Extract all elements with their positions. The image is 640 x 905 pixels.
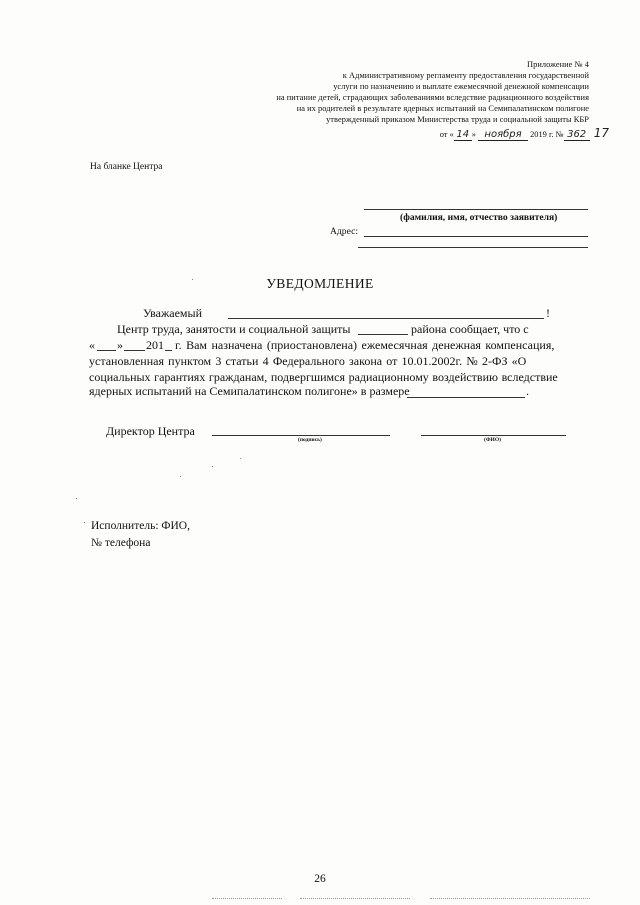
- handwritten-number: 362: [564, 129, 590, 141]
- greeting-name-line: [228, 318, 544, 319]
- appendix-number: Приложение № 4: [526, 60, 589, 69]
- header-line-children: на питание детей, страдающих заболеваниями вследствие радиационного воздействия: [276, 93, 589, 102]
- greeting-end: !: [546, 306, 550, 320]
- scan-speck: [84, 522, 85, 523]
- header-line-service: услуги по назначению и выплате ежемесячной денежной компенсации: [333, 82, 589, 91]
- year-blank: [165, 350, 172, 351]
- document-title: УВЕДОМЛЕНИЕ: [266, 276, 374, 291]
- day-blank: [97, 350, 116, 351]
- scan-speck: [240, 458, 241, 459]
- applicant-fio-line: [364, 209, 588, 210]
- director-fio-line: [421, 435, 566, 436]
- handwritten-month: ноября: [478, 129, 528, 141]
- address-label: Адрес:: [330, 226, 359, 237]
- body-line-2-close-quote: »: [117, 338, 123, 352]
- body-line-2-rest: г. Вам назначена (приостановлена) ежемесячная денежная компенсация,: [175, 338, 555, 352]
- body-line-5: ядерных испытаний на Семипалатинском полигоне» в размере: [89, 384, 410, 398]
- body-line-3: установленная пунктом 3 статьи 4 Федерального закона от 10.01.2002г. № 2-ФЗ «О: [89, 354, 527, 368]
- handwritten-suffix: 17: [593, 126, 609, 140]
- body-line-2-open-quote: «: [89, 338, 95, 352]
- amount-blank: [407, 397, 525, 398]
- scan-artifact-line: [300, 898, 410, 899]
- month-blank: [124, 350, 145, 351]
- scan-speck: [192, 279, 193, 280]
- header-line-parents: на их родителей в результате ядерных испытаний на Семипалатинском полигоне: [296, 104, 589, 113]
- handwritten-day: 14: [454, 129, 472, 141]
- signature-line: [212, 435, 390, 436]
- executor-phone: № телефона: [91, 537, 151, 549]
- address-line-1: [364, 236, 588, 237]
- signature-caption: (подпись): [298, 437, 322, 443]
- executor-name: Исполнитель: ФИО,: [91, 520, 190, 532]
- scan-speck: [180, 476, 181, 477]
- body-line-1-end: района сообщает, что с: [411, 322, 529, 336]
- director-fio-caption: (ФИО): [484, 437, 501, 443]
- address-line-2: [358, 247, 588, 248]
- body-line-4: социальных гарантиях гражданам, подвергшимся радиационному воздействию вследствие: [89, 370, 558, 384]
- body-line-5-end: .: [526, 384, 529, 398]
- approval-date: от « 14 » ноября 2019 г. № 362 17: [439, 126, 609, 140]
- district-blank: [358, 334, 408, 335]
- greeting-label: Уважаемый: [143, 306, 202, 320]
- page-number: 26: [314, 873, 326, 885]
- director-label: Директор Центра: [106, 424, 195, 438]
- scan-artifact-line: [212, 898, 282, 899]
- scan-speck: [76, 498, 77, 499]
- header-line-approved: утвержденный приказом Министерства труда и социальной защиты КБР: [326, 115, 589, 124]
- applicant-fio-caption: (фамилия, имя, отчество заявителя): [400, 212, 558, 223]
- blank-note: На бланке Центра: [90, 162, 163, 172]
- body-line-1-start: Центр труда, занятости и социальной защиты: [117, 322, 351, 336]
- scan-speck: [212, 466, 213, 467]
- body-line-2-year: 201: [146, 338, 164, 352]
- scan-artifact-line: [430, 898, 590, 899]
- header-line-regulation: к Административному регламенту предоставления государственной: [342, 71, 589, 80]
